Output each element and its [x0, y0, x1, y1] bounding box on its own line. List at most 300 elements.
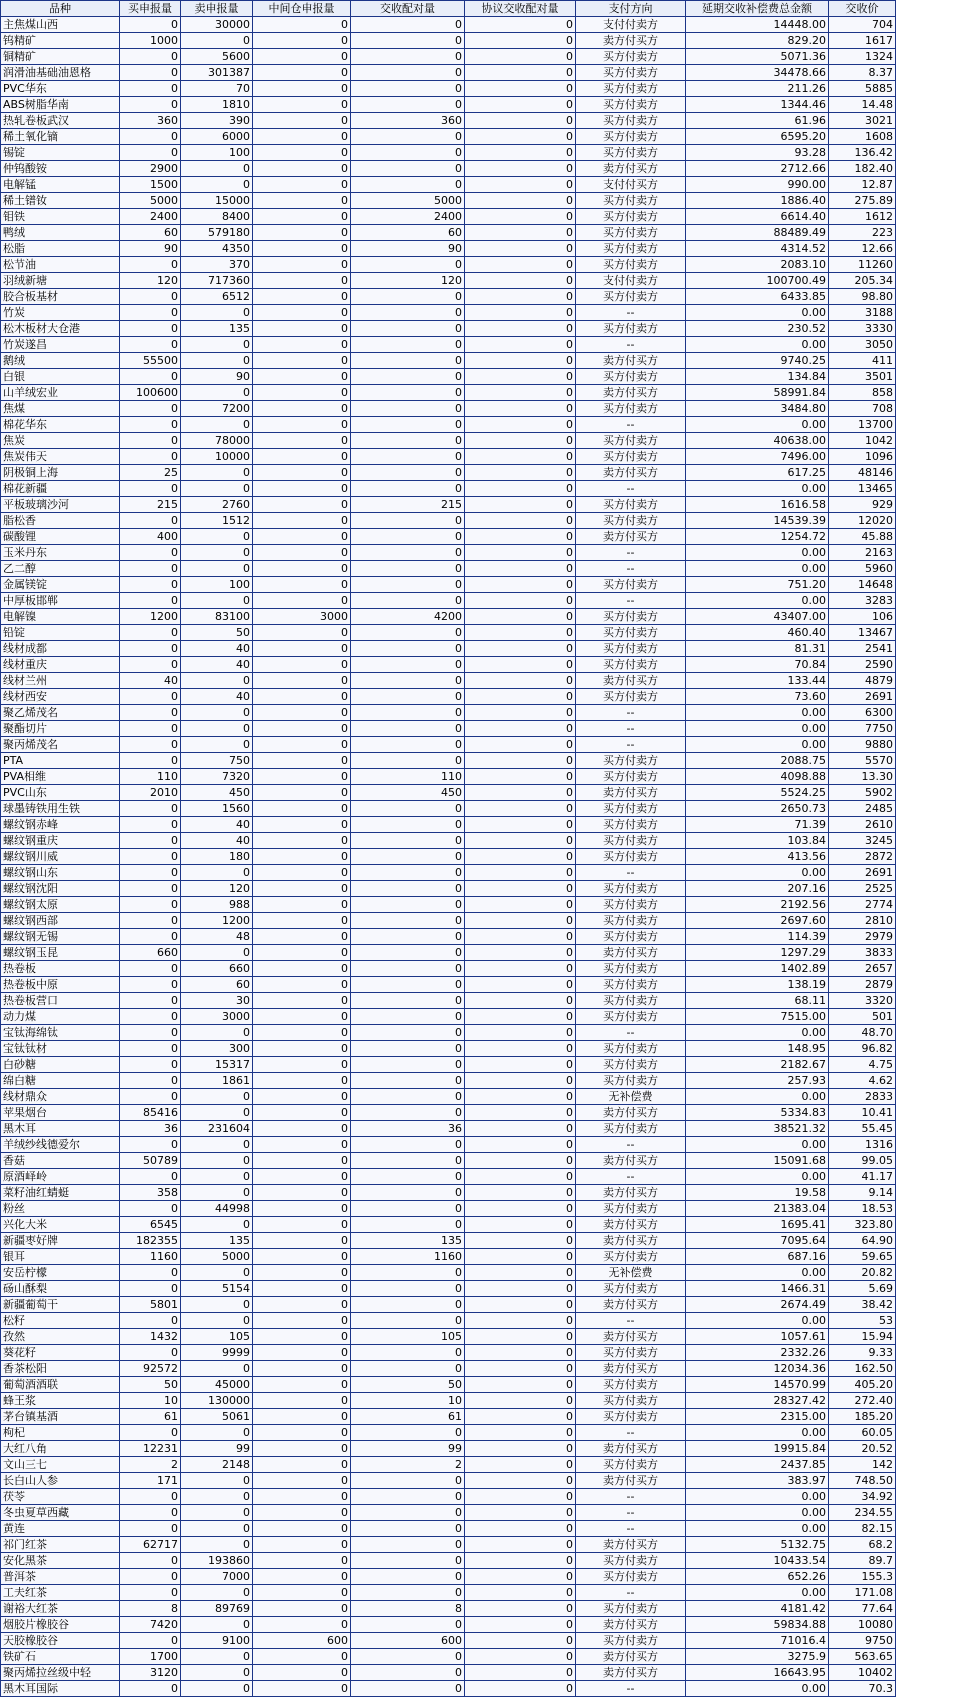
cell-buy-qty: 5000: [120, 193, 181, 209]
cell-sell-qty: 10000: [181, 449, 253, 465]
cell-buy-qty: 0: [120, 721, 181, 737]
cell-agreement-qty: 0: [465, 1377, 576, 1393]
table-row: [1, 321, 896, 337]
cell-warehouse-qty: 0: [253, 1409, 351, 1425]
cell-payment-direction: --: [576, 1505, 686, 1521]
cell-variety: ABS树脂华南: [1, 97, 120, 113]
cell-agreement-qty: 0: [465, 1505, 576, 1521]
cell-compensation-total: 617.25: [686, 465, 829, 481]
cell-payment-direction: 买方付卖方: [576, 657, 686, 673]
cell-payment-direction: --: [576, 1585, 686, 1601]
cell-warehouse-qty: 0: [253, 497, 351, 513]
cell-warehouse-qty: 0: [253, 321, 351, 337]
cell-payment-direction: 支付付卖方: [576, 17, 686, 33]
cell-matched-qty: 0: [351, 641, 465, 657]
cell-payment-direction: 无补偿费: [576, 1265, 686, 1281]
cell-variety: 碳酸锂: [1, 529, 120, 545]
cell-variety: 香菇: [1, 1153, 120, 1169]
cell-variety: 竹炭: [1, 305, 120, 321]
cell-sell-qty: 0: [181, 737, 253, 753]
cell-variety: 焦炭: [1, 433, 120, 449]
cell-warehouse-qty: 0: [253, 1153, 351, 1169]
cell-variety: 聚酯切片: [1, 721, 120, 737]
cell-settlement-price: 2541: [829, 641, 896, 657]
cell-variety: 阴极铜上海: [1, 465, 120, 481]
cell-sell-qty: 40: [181, 833, 253, 849]
cell-matched-qty: 0: [351, 465, 465, 481]
cell-variety: 聚丙烯茂名: [1, 737, 120, 753]
cell-variety: 线材重庆: [1, 657, 120, 673]
cell-agreement-qty: 0: [465, 273, 576, 289]
cell-sell-qty: 1512: [181, 513, 253, 529]
cell-matched-qty: 0: [351, 1041, 465, 1057]
cell-warehouse-qty: 0: [253, 161, 351, 177]
cell-payment-direction: 买方付卖方: [576, 1601, 686, 1617]
cell-matched-qty: 0: [351, 881, 465, 897]
cell-sell-qty: 50: [181, 625, 253, 641]
cell-payment-direction: 买方付卖方: [576, 1377, 686, 1393]
cell-matched-qty: 0: [351, 65, 465, 81]
table-row: [1, 1297, 896, 1313]
cell-variety: 羊绒纱线德爱尔: [1, 1137, 120, 1153]
cell-payment-direction: --: [576, 865, 686, 881]
cell-payment-direction: 卖方付买方: [576, 1297, 686, 1313]
cell-matched-qty: 0: [351, 321, 465, 337]
cell-variety: 电解镍: [1, 609, 120, 625]
cell-settlement-price: 18.53: [829, 1201, 896, 1217]
table-row: [1, 1681, 896, 1697]
cell-matched-qty: 0: [351, 1313, 465, 1329]
cell-sell-qty: 8400: [181, 209, 253, 225]
cell-matched-qty: 61: [351, 1409, 465, 1425]
cell-warehouse-qty: 0: [253, 689, 351, 705]
cell-agreement-qty: 0: [465, 1329, 576, 1345]
cell-buy-qty: 0: [120, 1521, 181, 1537]
cell-variety: 线材西安: [1, 689, 120, 705]
cell-compensation-total: 1254.72: [686, 529, 829, 545]
cell-matched-qty: 99: [351, 1441, 465, 1457]
cell-variety: 兴化大米: [1, 1217, 120, 1233]
table-row: [1, 209, 896, 225]
cell-buy-qty: 0: [120, 1681, 181, 1697]
cell-compensation-total: 4181.42: [686, 1601, 829, 1617]
cell-matched-qty: 0: [351, 833, 465, 849]
table-row: [1, 817, 896, 833]
cell-settlement-price: 15.94: [829, 1329, 896, 1345]
cell-payment-direction: 买方付卖方: [576, 145, 686, 161]
cell-warehouse-qty: 0: [253, 1345, 351, 1361]
cell-agreement-qty: 0: [465, 449, 576, 465]
cell-agreement-qty: 0: [465, 609, 576, 625]
cell-compensation-total: 16643.95: [686, 1665, 829, 1681]
cell-sell-qty: 0: [181, 465, 253, 481]
cell-variety: 绵白糖: [1, 1073, 120, 1089]
cell-sell-qty: 0: [181, 1361, 253, 1377]
cell-matched-qty: 0: [351, 129, 465, 145]
cell-variety: 蜂王浆: [1, 1393, 120, 1409]
cell-compensation-total: 133.44: [686, 673, 829, 689]
cell-buy-qty: 0: [120, 321, 181, 337]
cell-payment-direction: 卖方付买方: [576, 33, 686, 49]
cell-matched-qty: 0: [351, 577, 465, 593]
cell-warehouse-qty: 0: [253, 545, 351, 561]
cell-payment-direction: --: [576, 1169, 686, 1185]
table-row: [1, 1153, 896, 1169]
cell-buy-qty: 0: [120, 17, 181, 33]
cell-agreement-qty: 0: [465, 1153, 576, 1169]
cell-variety: 天胶橡胶谷: [1, 1633, 120, 1649]
table-row: [1, 97, 896, 113]
cell-agreement-qty: 0: [465, 913, 576, 929]
cell-compensation-total: 14539.39: [686, 513, 829, 529]
cell-sell-qty: 0: [181, 1265, 253, 1281]
cell-variety: 线材鼎众: [1, 1089, 120, 1105]
cell-agreement-qty: 0: [465, 1105, 576, 1121]
table-row: [1, 289, 896, 305]
cell-sell-qty: 300: [181, 1041, 253, 1057]
cell-buy-qty: 0: [120, 305, 181, 321]
cell-agreement-qty: 0: [465, 145, 576, 161]
cell-buy-qty: 215: [120, 497, 181, 513]
cell-payment-direction: 买方付卖方: [576, 321, 686, 337]
cell-variety: 银耳: [1, 1249, 120, 1265]
cell-agreement-qty: 0: [465, 1345, 576, 1361]
table-row: [1, 1329, 896, 1345]
cell-settlement-price: 55.45: [829, 1121, 896, 1137]
cell-warehouse-qty: 0: [253, 1473, 351, 1489]
cell-sell-qty: 0: [181, 1505, 253, 1521]
cell-warehouse-qty: 0: [253, 1569, 351, 1585]
cell-variety: 羽绒新塘: [1, 273, 120, 289]
cell-matched-qty: 0: [351, 1681, 465, 1697]
cell-buy-qty: 0: [120, 577, 181, 593]
cell-sell-qty: 0: [181, 1617, 253, 1633]
table-row: [1, 497, 896, 513]
cell-warehouse-qty: 0: [253, 865, 351, 881]
cell-warehouse-qty: 0: [253, 833, 351, 849]
cell-settlement-price: 3501: [829, 369, 896, 385]
cell-buy-qty: 1700: [120, 1649, 181, 1665]
cell-matched-qty: 0: [351, 1153, 465, 1169]
cell-variety: 谢裕大红茶: [1, 1601, 120, 1617]
cell-matched-qty: 0: [351, 1521, 465, 1537]
cell-payment-direction: 买方付卖方: [576, 1057, 686, 1073]
cell-agreement-qty: 0: [465, 209, 576, 225]
cell-agreement-qty: 0: [465, 1649, 576, 1665]
cell-sell-qty: 0: [181, 1585, 253, 1601]
cell-settlement-price: 405.20: [829, 1377, 896, 1393]
cell-matched-qty: 0: [351, 1665, 465, 1681]
cell-settlement-price: 2657: [829, 961, 896, 977]
cell-buy-qty: 10: [120, 1393, 181, 1409]
cell-agreement-qty: 0: [465, 1217, 576, 1233]
cell-variety: 松节油: [1, 257, 120, 273]
cell-compensation-total: 100700.49: [686, 273, 829, 289]
cell-warehouse-qty: 0: [253, 721, 351, 737]
cell-buy-qty: 0: [120, 913, 181, 929]
cell-payment-direction: 买方付卖方: [576, 817, 686, 833]
cell-buy-qty: 0: [120, 289, 181, 305]
table-row: [1, 1377, 896, 1393]
cell-payment-direction: 买方付卖方: [576, 497, 686, 513]
cell-warehouse-qty: 0: [253, 897, 351, 913]
cell-warehouse-qty: 0: [253, 449, 351, 465]
cell-matched-qty: 0: [351, 721, 465, 737]
cell-agreement-qty: 0: [465, 1681, 576, 1697]
cell-compensation-total: 148.95: [686, 1041, 829, 1057]
cell-warehouse-qty: 0: [253, 1073, 351, 1089]
cell-matched-qty: 90: [351, 241, 465, 257]
cell-agreement-qty: 0: [465, 1137, 576, 1153]
cell-matched-qty: 0: [351, 1137, 465, 1153]
cell-matched-qty: 0: [351, 1345, 465, 1361]
cell-buy-qty: 0: [120, 1313, 181, 1329]
table-row: [1, 977, 896, 993]
cell-sell-qty: 7320: [181, 769, 253, 785]
cell-settlement-price: 858: [829, 385, 896, 401]
cell-settlement-price: 13467: [829, 625, 896, 641]
cell-payment-direction: 卖方付买方: [576, 353, 686, 369]
cell-buy-qty: 0: [120, 1425, 181, 1441]
table-row: [1, 609, 896, 625]
cell-agreement-qty: 0: [465, 289, 576, 305]
cell-variety: 线材兰州: [1, 673, 120, 689]
cell-payment-direction: 卖方付买方: [576, 385, 686, 401]
table-row: [1, 401, 896, 417]
cell-settlement-price: 106: [829, 609, 896, 625]
cell-matched-qty: 0: [351, 449, 465, 465]
cell-compensation-total: 257.93: [686, 1073, 829, 1089]
cell-matched-qty: 0: [351, 1361, 465, 1377]
cell-sell-qty: 0: [181, 1297, 253, 1313]
table-row: [1, 1185, 896, 1201]
cell-settlement-price: 2979: [829, 929, 896, 945]
cell-sell-qty: 0: [181, 1105, 253, 1121]
cell-sell-qty: 6000: [181, 129, 253, 145]
cell-agreement-qty: 0: [465, 945, 576, 961]
table-row: [1, 465, 896, 481]
cell-compensation-total: 0.00: [686, 865, 829, 881]
cell-warehouse-qty: 0: [253, 657, 351, 673]
cell-sell-qty: 0: [181, 177, 253, 193]
cell-payment-direction: 买方付卖方: [576, 913, 686, 929]
cell-settlement-price: 2691: [829, 865, 896, 881]
cell-matched-qty: 0: [351, 865, 465, 881]
cell-variety: 苹果烟台: [1, 1105, 120, 1121]
cell-settlement-price: 60.05: [829, 1425, 896, 1441]
table-row: [1, 961, 896, 977]
cell-compensation-total: 5071.36: [686, 49, 829, 65]
cell-warehouse-qty: 0: [253, 577, 351, 593]
cell-sell-qty: 0: [181, 417, 253, 433]
cell-variety: 葡萄酒酒联: [1, 1377, 120, 1393]
cell-compensation-total: 0.00: [686, 545, 829, 561]
cell-warehouse-qty: 0: [253, 1057, 351, 1073]
table-row: [1, 305, 896, 321]
cell-warehouse-qty: 0: [253, 1217, 351, 1233]
cell-compensation-total: 0.00: [686, 481, 829, 497]
cell-variety: 枸杞: [1, 1425, 120, 1441]
cell-buy-qty: 7420: [120, 1617, 181, 1633]
cell-sell-qty: 5061: [181, 1409, 253, 1425]
cell-variety: 螺纹钢西部: [1, 913, 120, 929]
cell-variety: 平板玻璃沙河: [1, 497, 120, 513]
cell-variety: 棉花华东: [1, 417, 120, 433]
cell-buy-qty: 0: [120, 49, 181, 65]
cell-variety: 棉花新疆: [1, 481, 120, 497]
cell-buy-qty: 0: [120, 753, 181, 769]
table-row: [1, 641, 896, 657]
cell-settlement-price: 272.40: [829, 1393, 896, 1409]
cell-buy-qty: 5801: [120, 1297, 181, 1313]
cell-buy-qty: 0: [120, 513, 181, 529]
cell-compensation-total: 1344.46: [686, 97, 829, 113]
table-row: [1, 897, 896, 913]
cell-variety: 动力煤: [1, 1009, 120, 1025]
cell-sell-qty: 0: [181, 1537, 253, 1553]
cell-settlement-price: 34.92: [829, 1489, 896, 1505]
cell-compensation-total: 5334.83: [686, 1105, 829, 1121]
cell-settlement-price: 9750: [829, 1633, 896, 1649]
table-row: [1, 1089, 896, 1105]
cell-agreement-qty: 0: [465, 193, 576, 209]
cell-agreement-qty: 0: [465, 897, 576, 913]
cell-settlement-price: 48146: [829, 465, 896, 481]
cell-compensation-total: 12034.36: [686, 1361, 829, 1377]
cell-agreement-qty: 0: [465, 785, 576, 801]
cell-warehouse-qty: 0: [253, 1185, 351, 1201]
cell-settlement-price: 89.7: [829, 1553, 896, 1569]
cell-payment-direction: 买方付卖方: [576, 753, 686, 769]
cell-payment-direction: 买方付卖方: [576, 849, 686, 865]
cell-compensation-total: 0.00: [686, 561, 829, 577]
cell-compensation-total: 0.00: [686, 1585, 829, 1601]
cell-settlement-price: 12.87: [829, 177, 896, 193]
cell-settlement-price: 1042: [829, 433, 896, 449]
cell-variety: 冬虫夏草西藏: [1, 1505, 120, 1521]
cell-variety: 聚丙烯拉丝级中轻: [1, 1665, 120, 1681]
cell-sell-qty: 0: [181, 1649, 253, 1665]
cell-warehouse-qty: 0: [253, 1233, 351, 1249]
cell-settlement-price: 7750: [829, 721, 896, 737]
cell-buy-qty: 0: [120, 881, 181, 897]
cell-matched-qty: 0: [351, 961, 465, 977]
cell-payment-direction: --: [576, 593, 686, 609]
cell-compensation-total: 2674.49: [686, 1297, 829, 1313]
cell-warehouse-qty: 0: [253, 1425, 351, 1441]
cell-agreement-qty: 0: [465, 97, 576, 113]
cell-compensation-total: 0.00: [686, 721, 829, 737]
cell-variety: 祁门红茶: [1, 1537, 120, 1553]
cell-variety: 长白山人参: [1, 1473, 120, 1489]
cell-settlement-price: 96.82: [829, 1041, 896, 1057]
cell-variety: 球墨铸铁用生铁: [1, 801, 120, 817]
table-row: [1, 417, 896, 433]
cell-matched-qty: 0: [351, 1489, 465, 1505]
cell-agreement-qty: 0: [465, 561, 576, 577]
cell-compensation-total: 1886.40: [686, 193, 829, 209]
cell-settlement-price: 68.2: [829, 1537, 896, 1553]
cell-matched-qty: 0: [351, 17, 465, 33]
cell-sell-qty: 0: [181, 705, 253, 721]
cell-buy-qty: 0: [120, 657, 181, 673]
cell-compensation-total: 68.11: [686, 993, 829, 1009]
cell-payment-direction: 卖方付买方: [576, 1617, 686, 1633]
table-row: [1, 1169, 896, 1185]
cell-settlement-price: 234.55: [829, 1505, 896, 1521]
cell-compensation-total: 138.19: [686, 977, 829, 993]
table-row: [1, 673, 896, 689]
cell-warehouse-qty: 0: [253, 625, 351, 641]
cell-warehouse-qty: 0: [253, 1041, 351, 1057]
cell-compensation-total: 1057.61: [686, 1329, 829, 1345]
cell-sell-qty: 390: [181, 113, 253, 129]
cell-agreement-qty: 0: [465, 161, 576, 177]
table-row: [1, 1473, 896, 1489]
cell-agreement-qty: 0: [465, 497, 576, 513]
cell-buy-qty: 12231: [120, 1441, 181, 1457]
table-row: [1, 1409, 896, 1425]
cell-sell-qty: 0: [181, 305, 253, 321]
cell-warehouse-qty: 0: [253, 961, 351, 977]
table-row: [1, 33, 896, 49]
cell-matched-qty: 0: [351, 1617, 465, 1633]
cell-buy-qty: 0: [120, 1057, 181, 1073]
cell-variety: 锡锭: [1, 145, 120, 161]
cell-variety: 黄连: [1, 1521, 120, 1537]
cell-sell-qty: 0: [181, 1217, 253, 1233]
cell-settlement-price: 38.42: [829, 1297, 896, 1313]
cell-settlement-price: 9.33: [829, 1345, 896, 1361]
cell-variety: 热轧卷板武汉: [1, 113, 120, 129]
cell-buy-qty: 3120: [120, 1665, 181, 1681]
cell-variety: 脂松香: [1, 513, 120, 529]
cell-compensation-total: 687.16: [686, 1249, 829, 1265]
cell-payment-direction: --: [576, 1681, 686, 1697]
cell-variety: 新疆枣好牌: [1, 1233, 120, 1249]
cell-matched-qty: 0: [351, 145, 465, 161]
cell-warehouse-qty: 0: [253, 49, 351, 65]
cell-matched-qty: 0: [351, 753, 465, 769]
cell-compensation-total: 4314.52: [686, 241, 829, 257]
cell-settlement-price: 708: [829, 401, 896, 417]
table-row: [1, 1249, 896, 1265]
cell-warehouse-qty: 0: [253, 513, 351, 529]
table-row: [1, 1601, 896, 1617]
cell-payment-direction: 买方付卖方: [576, 961, 686, 977]
cell-variety: 电解锰: [1, 177, 120, 193]
cell-agreement-qty: 0: [465, 625, 576, 641]
cell-sell-qty: 3000: [181, 1009, 253, 1025]
cell-agreement-qty: 0: [465, 401, 576, 417]
cell-compensation-total: 2192.56: [686, 897, 829, 913]
cell-agreement-qty: 0: [465, 481, 576, 497]
cell-sell-qty: 0: [181, 1313, 253, 1329]
cell-variety: 葵花籽: [1, 1345, 120, 1361]
cell-compensation-total: 230.52: [686, 321, 829, 337]
cell-compensation-total: 103.84: [686, 833, 829, 849]
cell-warehouse-qty: 0: [253, 737, 351, 753]
cell-payment-direction: 买方付卖方: [576, 433, 686, 449]
cell-agreement-qty: 0: [465, 737, 576, 753]
table-row: [1, 1489, 896, 1505]
cell-compensation-total: 6595.20: [686, 129, 829, 145]
cell-payment-direction: --: [576, 705, 686, 721]
cell-compensation-total: 93.28: [686, 145, 829, 161]
cell-settlement-price: 14.48: [829, 97, 896, 113]
cell-buy-qty: 0: [120, 1505, 181, 1521]
table-row: [1, 1505, 896, 1521]
